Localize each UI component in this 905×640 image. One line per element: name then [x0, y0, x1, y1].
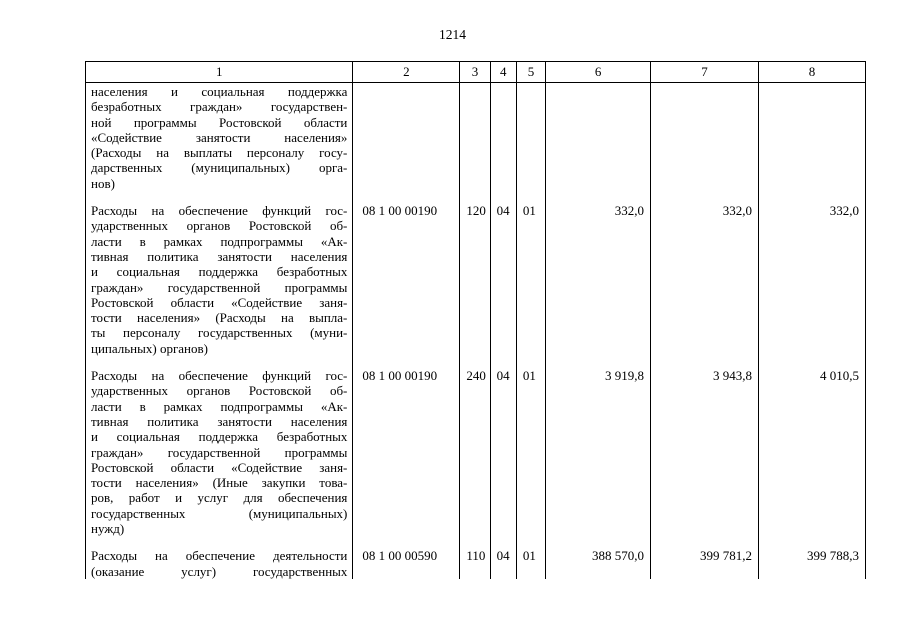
- amount-col-8: 399 788,3: [759, 536, 866, 579]
- header-col-3: 3: [460, 62, 490, 83]
- budget-table: [85, 61, 866, 579]
- amount-col-8: 332,0: [759, 191, 866, 356]
- amount-col-8: [759, 83, 866, 192]
- description-line: безработных граждан» государствен-: [91, 99, 348, 115]
- description-line: тивная политика занятости населения: [91, 248, 348, 264]
- table-row: [86, 191, 866, 356]
- description-line: граждан» государственной программы: [91, 444, 348, 460]
- page-number: 1214: [439, 27, 466, 42]
- amount-col-7: 332,0: [651, 191, 759, 356]
- row-description: [86, 83, 353, 192]
- expense-type: 110: [460, 536, 490, 579]
- subsection: 01: [516, 191, 545, 356]
- amount-col-7: 399 781,2: [651, 536, 759, 579]
- table-row: [86, 536, 866, 579]
- amount-col-7: 3 943,8: [651, 356, 759, 536]
- header-col-5: 5: [516, 62, 545, 83]
- budget-code: 08 1 00 00190: [353, 356, 460, 536]
- description-line: нов): [91, 175, 115, 191]
- description-line: ной программы Ростовской области: [91, 114, 348, 130]
- table-row: [86, 83, 866, 192]
- row-description: [86, 536, 353, 579]
- expense-type: 120: [460, 191, 490, 356]
- table-row: [86, 356, 866, 536]
- section: [490, 83, 516, 192]
- description-line: (оказание услуг) государственных: [91, 563, 348, 579]
- description-line: граждан» государственной программы: [91, 279, 348, 295]
- subsection: 01: [516, 536, 545, 579]
- description-line: Расходы на обеспечение функций гос-: [91, 368, 348, 384]
- description-line: ципальных) органов): [91, 340, 208, 356]
- amount-col-6: [546, 83, 651, 192]
- row-description: [86, 191, 353, 356]
- amount-col-8: 4 010,5: [759, 356, 866, 536]
- description-line: ласти в рамках подпрограммы «Ак-: [91, 398, 348, 414]
- header-col-1: 1: [86, 62, 353, 83]
- description-line: ров, работ и услуг для обеспечения: [91, 490, 348, 506]
- amount-col-6: 332,0: [546, 191, 651, 356]
- description-line: ударственных органов Ростовской об-: [91, 218, 348, 234]
- budget-code: [353, 83, 460, 192]
- description-line: Ростовской области «Содействие заня-: [91, 459, 348, 475]
- description-line: населения и социальная поддержка: [91, 84, 348, 99]
- description-line: дарственных (муниципальных) орга-: [91, 160, 348, 176]
- row-description: [86, 356, 353, 536]
- subsection: [516, 83, 545, 192]
- section: 04: [490, 536, 516, 579]
- header-col-7: 7: [651, 62, 759, 83]
- table-body: [86, 83, 866, 579]
- description-line: ударственных органов Ростовской об-: [91, 383, 348, 399]
- description-line: Расходы на обеспечение функций гос-: [91, 203, 348, 219]
- description-line: государственных (муниципальных): [91, 505, 348, 521]
- description-line: Расходы на обеспечение деятельности: [91, 548, 348, 564]
- description-line: ласти в рамках подпрограммы «Ак-: [91, 233, 348, 249]
- section: 04: [490, 356, 516, 536]
- header-col-8: 8: [759, 62, 866, 83]
- budget-code: 08 1 00 00190: [353, 191, 460, 356]
- expense-type: 240: [460, 356, 490, 536]
- table-header: [86, 62, 866, 83]
- description-line: ты персоналу государственных (муни-: [91, 325, 348, 341]
- section: 04: [490, 191, 516, 356]
- description-line: «Содействие занятости населения»: [91, 129, 348, 145]
- description-line: (Расходы на выплаты персоналу госу-: [91, 145, 348, 161]
- amount-col-6: 388 570,0: [546, 536, 651, 579]
- amount-col-7: [651, 83, 759, 192]
- budget-code: 08 1 00 00590: [353, 536, 460, 579]
- description-line: тости населения» (Иные закупки това-: [91, 475, 348, 491]
- header-col-6: 6: [546, 62, 651, 83]
- description-line: тивная политика занятости населения: [91, 413, 348, 429]
- subsection: 01: [516, 356, 545, 536]
- amount-col-6: 3 919,8: [546, 356, 651, 536]
- description-line: и социальная поддержка безработных: [91, 429, 348, 445]
- description-line: Ростовской области «Содействие заня-: [91, 294, 348, 310]
- description-line: нужд): [91, 521, 125, 537]
- description-line: тости населения» (Расходы на выпла-: [91, 310, 348, 326]
- header-col-4: 4: [490, 62, 516, 83]
- header-row: [86, 62, 866, 83]
- description-line: и социальная поддержка безработных: [91, 264, 348, 280]
- header-col-2: 2: [353, 62, 460, 83]
- expense-type: [460, 83, 490, 192]
